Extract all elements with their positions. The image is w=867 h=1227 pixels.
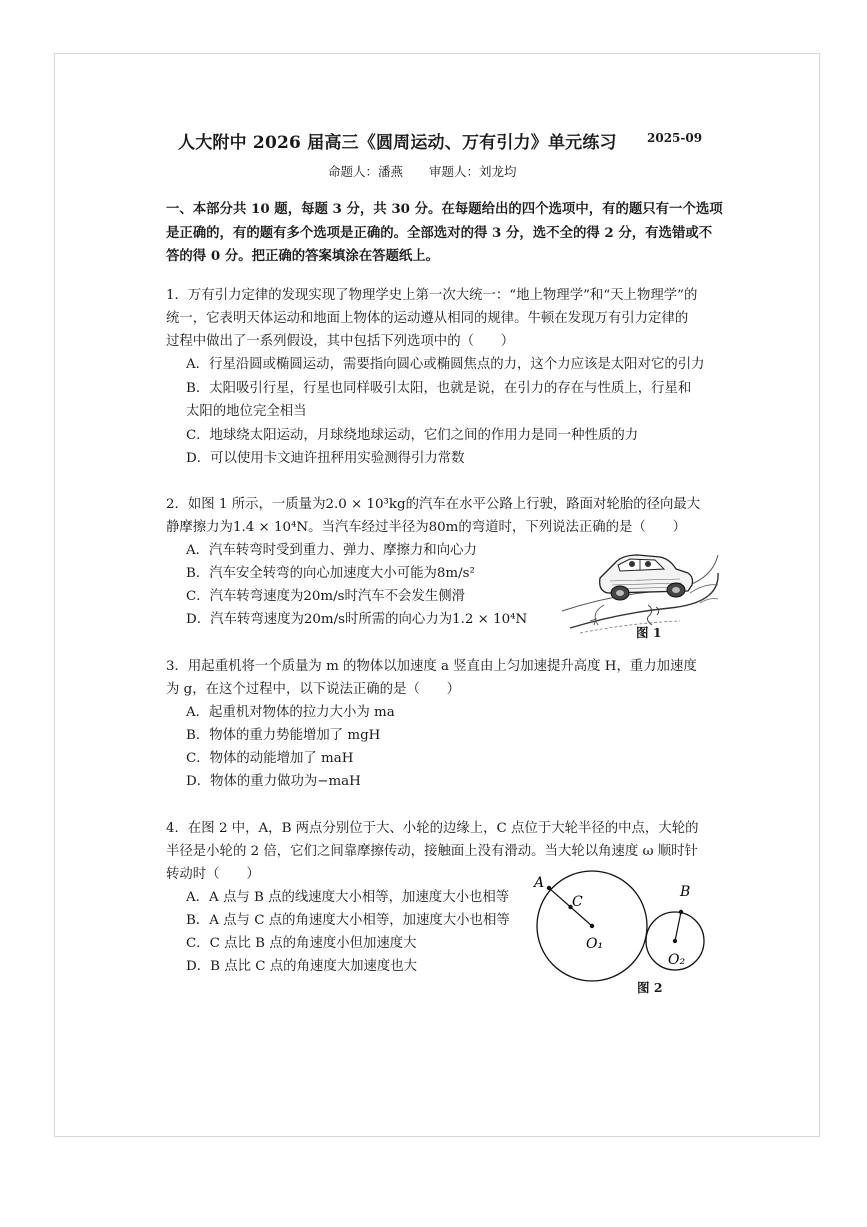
q1-option-b: B．太阳吸引行星，行星也同样吸引太阳，也就是说，在引力的存在与性质上，行星和 [186, 381, 692, 396]
q2-option-c: C．汽车转弯速度为20m/s时汽车不会发生侧滑 [186, 589, 466, 604]
q1-option-b-cont: 太阳的地位完全相当 [186, 404, 307, 419]
q3-option-d: D．物体的重力做功为−maH [186, 774, 361, 789]
q1-option-a: A．行星沿圆或椭圆运动，需要指向圆心或椭圆焦点的力，这个力应该是太阳对它的引力 [186, 357, 705, 372]
q3-option-b: B．物体的重力势能增加了 mgH [186, 728, 381, 743]
section-instructions-line-3: 答的得 0 分。把正确的答案填涂在答题纸上。 [166, 248, 440, 264]
q2-option-a: A．汽车转弯时受到重力、弹力、摩擦力和向心力 [186, 543, 477, 558]
q2-option-d: D．汽车转弯速度为20m/s时所需的向心力为1.2 × 10⁴N [186, 612, 528, 627]
q4-stem-line-1: 4．在图 2 中，A，B 两点分别位于大、小轮的边缘上，C 点位于大轮半径的中点，大轮的 [166, 821, 699, 836]
figure-2-caption: 图 2 [637, 980, 663, 995]
point-c-label: C [572, 894, 583, 910]
q1-option-d: D．可以使用卡文迪许扭秤用实验测得引力常数 [186, 451, 465, 466]
center-o1-label: O₁ [586, 936, 604, 952]
q1-stem-line-1: 1．万有引力定律的发现实现了物理学史上第一次大统一：“地上物理学”和“天上物理学”的 [166, 288, 698, 303]
q4-option-a: A．A 点与 B 点的线速度大小相等，加速度大小也相等 [186, 890, 510, 905]
section-instructions-line-1: 一、本部分共 10 题，每题 3 分，共 30 分。在每题给出的四个选项中，有的题只有一个选项 [166, 201, 723, 217]
q2-stem-line-2: 静摩擦力为1.4 × 10⁴N。当汽车经过半径为80m的弯道时，下列说法正确的是（ ） [166, 520, 686, 535]
point-b-label: B [680, 884, 691, 900]
q3-stem-line-1: 3．用起重机将一个质量为 m 的物体以加速度 a 竖直由上匀加速提升高度 H，重力加速度 [166, 659, 697, 674]
q4-option-c: C．C 点比 B 点的角速度小但加速度大 [186, 936, 417, 951]
q1-stem-line-3: 过程中做出了一系列假设，其中包括下列选项中的（ ） [166, 334, 515, 349]
authors-line [328, 162, 539, 180]
q4-option-d: D．B 点比 C 点的角速度大加速度也大 [186, 959, 418, 974]
q1-stem-line-2: 统一，它表明天体运动和地面上物体的运动遵从相同的规律。牛顿在发现万有引力定律的 [166, 311, 689, 326]
q4-option-b: B．A 点与 C 点的角速度大小相等，加速度大小也相等 [186, 913, 510, 928]
q2-option-b: B．汽车安全转弯的向心加速度大小可能为8m/s² [186, 566, 475, 581]
section-instructions-line-2: 是正确的，有的题有多个选项是正确的。全部选对的得 3 分，选不全的得 2 分，有选错或不 [166, 225, 713, 241]
q2-stem-line-1: 2．如图 1 所示，一质量为2.0 × 10³kg的汽车在水平公路上行驶，路面对轮胎的径向最大 [166, 497, 701, 512]
q3-stem-line-2: 为 g，在这个过程中，以下说法正确的是（ ） [166, 682, 461, 697]
reviewer-name: 审题人：刘龙均 [429, 164, 517, 179]
point-a-label: A [534, 875, 545, 891]
setter-name: 命题人：潘燕 [328, 164, 404, 179]
q3-option-c: C．物体的动能增加了 maH [186, 751, 354, 766]
figure-2-wheels-diagram [528, 870, 718, 982]
q4-stem-line-2: 半径是小轮的 2 倍，它们之间靠摩擦传动，接触面上没有滑动。当大轮以角速度 ω 顺时针 [166, 844, 698, 859]
exam-date: 2025-09 [647, 131, 703, 145]
q3-option-a: A．起重机对物体的拉力大小为 ma [186, 705, 395, 720]
page-title: 人大附中 2026 届高三《圆周运动、万有引力》单元练习 [178, 133, 617, 153]
q1-option-c: C．地球绕太阳运动，月球绕地球运动，它们之间的作用力是同一种性质的力 [186, 428, 639, 443]
center-o2-label: O₂ [668, 952, 686, 968]
q4-stem-line-3: 转动时（ ） [166, 867, 260, 882]
figure-1-caption: 图 1 [636, 625, 662, 640]
